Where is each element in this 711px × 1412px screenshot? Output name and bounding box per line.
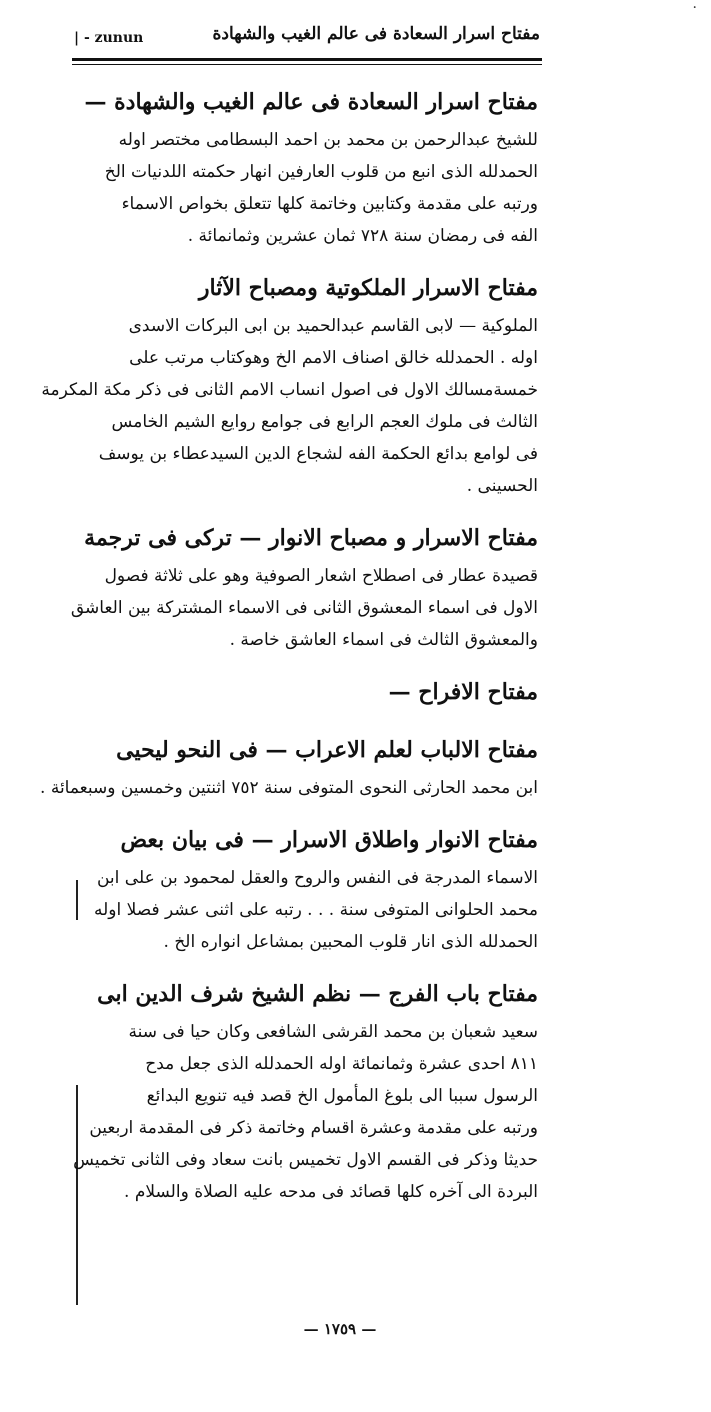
entry-line: للشيخ عبدالرحمن بن محمد بن احمد البسطامى مختصر اوله (118, 130, 538, 150)
margin-mark (76, 880, 78, 920)
entry-line: اوله . الحمدلله خالق اصناف الامم الخ وهوكتاب مرتب على (129, 348, 538, 368)
entry-line: الاسماء المدرجة فى النفس والروح والعقل لمحمود بن على ابن (96, 868, 538, 888)
margin-mark (76, 1085, 78, 1305)
entry-line: الحمدلله الذى انار قلوب المحبين بمشاعل انواره الخ . (163, 932, 538, 952)
entry-line: الاول فى اسماء المعشوق الثانى فى الاسماء المشتركة بين العاشق (70, 598, 538, 618)
entry-line: ورتبه على مقدمة وكتابين وخاتمة كلها تتعلق بخواص الاسماء (121, 194, 538, 214)
entry-line: خمسةمسالك الاول فى اصول انساب الامم الثانى فى ذكر مكة المكرمة (41, 380, 538, 400)
entry (73, 972, 538, 1208)
corner-mark: · (692, 0, 697, 16)
entry-line: سعيد شعبان بن محمد القرشى الشافعى وكان حيا فى سنة (128, 1022, 538, 1042)
entry-line: الثالث فى ملوك العجم الرابع فى جوامع روايع الشيم الخامس (111, 412, 538, 432)
header-left-label: | - zunun (74, 30, 144, 46)
page-number: — ١٧٥٩ — (303, 1320, 377, 1338)
entry-title: مفتاح الافراح — (388, 679, 538, 705)
entry (70, 516, 538, 656)
header-title: مفتاح اسرار السعادة فى عالم الغيب والشهادة (212, 24, 540, 44)
entry-title: مفتاح الالباب لعلم الاعراب — فى النحو ليحيى (116, 737, 538, 763)
entry-line: ابن محمد الحارثى النحوى المتوفى سنة ٧٥٢ اثنتين وخمسين وسبعمائة . (40, 778, 538, 798)
entry (41, 266, 538, 502)
entry-title: مفتاح الاسرار و مصباح الانوار — تركى فى ترجمة (84, 525, 538, 551)
entry-line: الحسينى . (466, 476, 538, 496)
entry-line: حديثا وذكر فى القسم الاول تخميس بانت سعاد وفى الثانى تخميس (73, 1150, 538, 1170)
entry-title: مفتاح اسرار السعادة فى عالم الغيب والشهادة — (84, 89, 538, 115)
entry-title: مفتاح الانوار واطلاق الاسرار — فى بيان بعض (120, 827, 538, 853)
entry (90, 818, 538, 958)
entry-title: مفتاح باب الفرج — نظم الشيخ شرف الدين ابى (97, 981, 538, 1007)
entry (90, 670, 538, 714)
entry (84, 80, 538, 252)
header-rule-thick (72, 58, 542, 61)
entry (40, 728, 538, 804)
running-header (60, 22, 540, 60)
entry-line: البردة الى آخره كلها قصائد فى مدحه عليه الصلاة والسلام . (124, 1182, 538, 1202)
text-body (40, 80, 538, 1222)
entry-line: محمد الحلوانى المتوفى سنة . . . رتبه على اثنى عشر فصلا اوله (93, 900, 538, 920)
entry-line: قصيدة عطار فى اصطلاح اشعار الصوفية وهو على ثلاثة فصول (104, 566, 538, 586)
entry-line: ٨١١ احدى عشرة وثمانمائة اوله الحمدلله الذى جعل مدح (145, 1054, 538, 1074)
entry-line: والمعشوق الثالث فى اسماء العاشق خاصة . (229, 630, 538, 650)
entry-line: الفه فى رمضان سنة ٧٢٨ ثمان عشرين وثمانمائة . (187, 226, 538, 246)
entry-line: الملوكية — لابى القاسم عبدالحميد بن ابى البركات الاسدى (128, 316, 538, 336)
entry-line: الحمدلله الذى انبع من قلوب العارفين انهار حكمته اللدنيات الخ (104, 162, 538, 182)
entry-line: ورتبه على مقدمة وعشرة اقسام وخاتمة ذكر فى المقدمة اربعين (89, 1118, 538, 1138)
entry-line: الرسول سببا الى بلوغ المأمول الخ قصد فيه تنويع البدائع (146, 1086, 538, 1106)
entry-line: فى لوامع بدائع الحكمة الفه لشجاع الدين السيدعطاء بن يوسف (98, 444, 538, 464)
entry-title: مفتاح الاسرار الملكوتية ومصباح الآثار (198, 275, 538, 301)
header-rule-thin (72, 64, 542, 65)
